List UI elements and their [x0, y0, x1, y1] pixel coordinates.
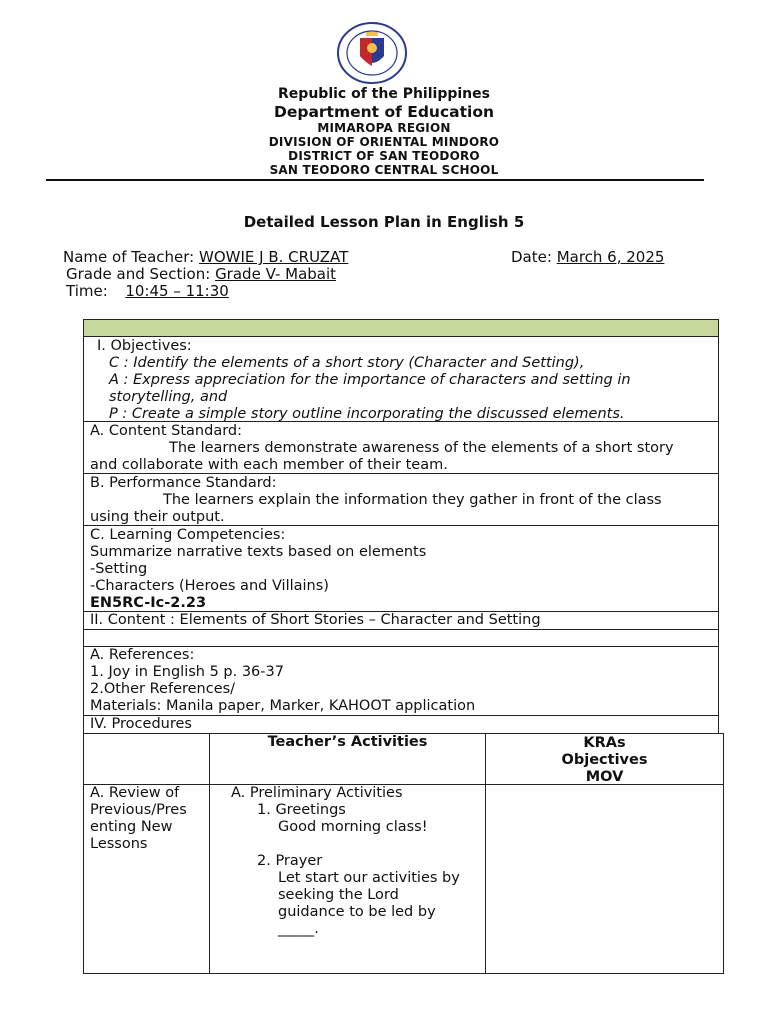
competency-code: EN5RC-Ic-2.23: [90, 595, 207, 611]
competencies-heading: C. Learning Competencies:: [90, 527, 286, 543]
objective-c: C : Identify the elements of a short story (Character and Setting),: [109, 355, 585, 371]
row1-col1-line2: Previous/Pres: [90, 802, 187, 818]
grade-label: Grade and Section:: [66, 265, 211, 283]
objective-a: A : Express appreciation for the importance of characters and setting in: [109, 372, 631, 388]
references-line2: 2.Other References/: [90, 681, 236, 697]
table-header-kras: [485, 733, 724, 785]
district-text: DISTRICT OF SAN TEODORO: [288, 149, 480, 163]
objectives-heading: I. Objectives:: [97, 338, 192, 354]
prayer-line1: Let start our activities by: [278, 870, 460, 886]
content-standard-heading: A. Content Standard:: [90, 423, 243, 439]
document-title: Detailed Lesson Plan in English 5: [243, 213, 525, 231]
references-cell: [83, 646, 719, 716]
references-line1: 1. Joy in English 5 p. 36-37: [90, 664, 284, 680]
references-line3: Materials: Manila paper, Marker, KAHOOT application: [90, 698, 476, 714]
competencies-line2: -Setting: [90, 561, 148, 577]
date-line: [511, 248, 664, 266]
performance-standard-cell: [83, 473, 719, 526]
time-label: Time:: [66, 282, 108, 300]
content-standard-cell: [83, 421, 719, 474]
region-text: MIMAROPA REGION: [317, 121, 451, 135]
prayer-line2: seeking the Lord: [278, 887, 399, 903]
teacher-label: Name of Teacher:: [63, 248, 195, 266]
performance-standard-line2: using their output.: [90, 509, 225, 525]
prayer-title: 2. Prayer: [257, 853, 323, 869]
republic-text: Republic of the Philippines: [278, 86, 490, 102]
mov-header: MOV: [585, 769, 624, 785]
procedures-cell: [83, 715, 719, 734]
row1-col1-line4: Lessons: [90, 836, 148, 852]
performance-standard-line1: The learners explain the information they gather in front of the class: [163, 492, 662, 508]
objectives-cell: [83, 336, 719, 422]
teacher-line: [63, 248, 348, 266]
table-header-col1: [83, 733, 210, 785]
greetings-text: Good morning class!: [278, 819, 428, 835]
competencies-line3: -Characters (Heroes and Villains): [90, 578, 329, 594]
kras-header: KRAs: [583, 735, 626, 751]
department-text: Department of Education: [273, 103, 495, 121]
references-heading: A. References:: [90, 647, 195, 663]
division-text: DIVISION OF ORIENTAL MINDORO: [268, 135, 500, 149]
procedures-text: IV. Procedures: [90, 716, 192, 732]
table-header-teacher-activities: [209, 733, 486, 785]
table-row1-activities: [209, 784, 486, 974]
content-standard-line2: and collaborate with each member of their team.: [90, 457, 448, 473]
objective-a-cont: storytelling, and: [109, 389, 228, 405]
competencies-cell: [83, 525, 719, 612]
time-line: [66, 282, 229, 300]
deped-seal-logo: [336, 22, 408, 84]
date-label: Date:: [511, 248, 552, 266]
content-cell: [83, 611, 719, 630]
empty-row: [83, 629, 719, 647]
green-header-band: [83, 319, 719, 337]
objective-p: P : Create a simple story outline incorporating the discussed elements.: [109, 406, 625, 422]
objectives-header: Objectives: [561, 752, 648, 768]
table-row1-kras: [485, 784, 724, 974]
teacher-activities-header: Teacher’s Activities: [267, 734, 428, 750]
table-row1-col1: [83, 784, 210, 974]
content-standard-line1: The learners demonstrate awareness of the elements of a short story: [169, 440, 674, 456]
teacher-value: WOWIE J B. CRUZAT: [199, 248, 349, 266]
content-text: II. Content : Elements of Short Stories – Character and Setting: [90, 612, 541, 628]
greetings-title: 1. Greetings: [257, 802, 346, 818]
header-divider: [46, 179, 704, 181]
preliminary-activities: A. Preliminary Activities: [231, 785, 403, 801]
performance-standard-heading: B. Performance Standard:: [90, 475, 277, 491]
prayer-line3: guidance to be led by: [278, 904, 436, 920]
row1-col1-line1: A. Review of: [90, 785, 180, 801]
date-value: March 6, 2025: [556, 248, 665, 266]
row1-col1-line3: enting New: [90, 819, 173, 835]
grade-value: Grade V- Mabait: [215, 265, 337, 283]
prayer-line4: _____.: [278, 921, 319, 937]
grade-line: [66, 265, 336, 283]
school-text: SAN TEODORO CENTRAL SCHOOL: [269, 163, 499, 177]
competencies-line1: Summarize narrative texts based on elements: [90, 544, 427, 560]
time-value: 10:45 – 11:30: [125, 282, 229, 300]
